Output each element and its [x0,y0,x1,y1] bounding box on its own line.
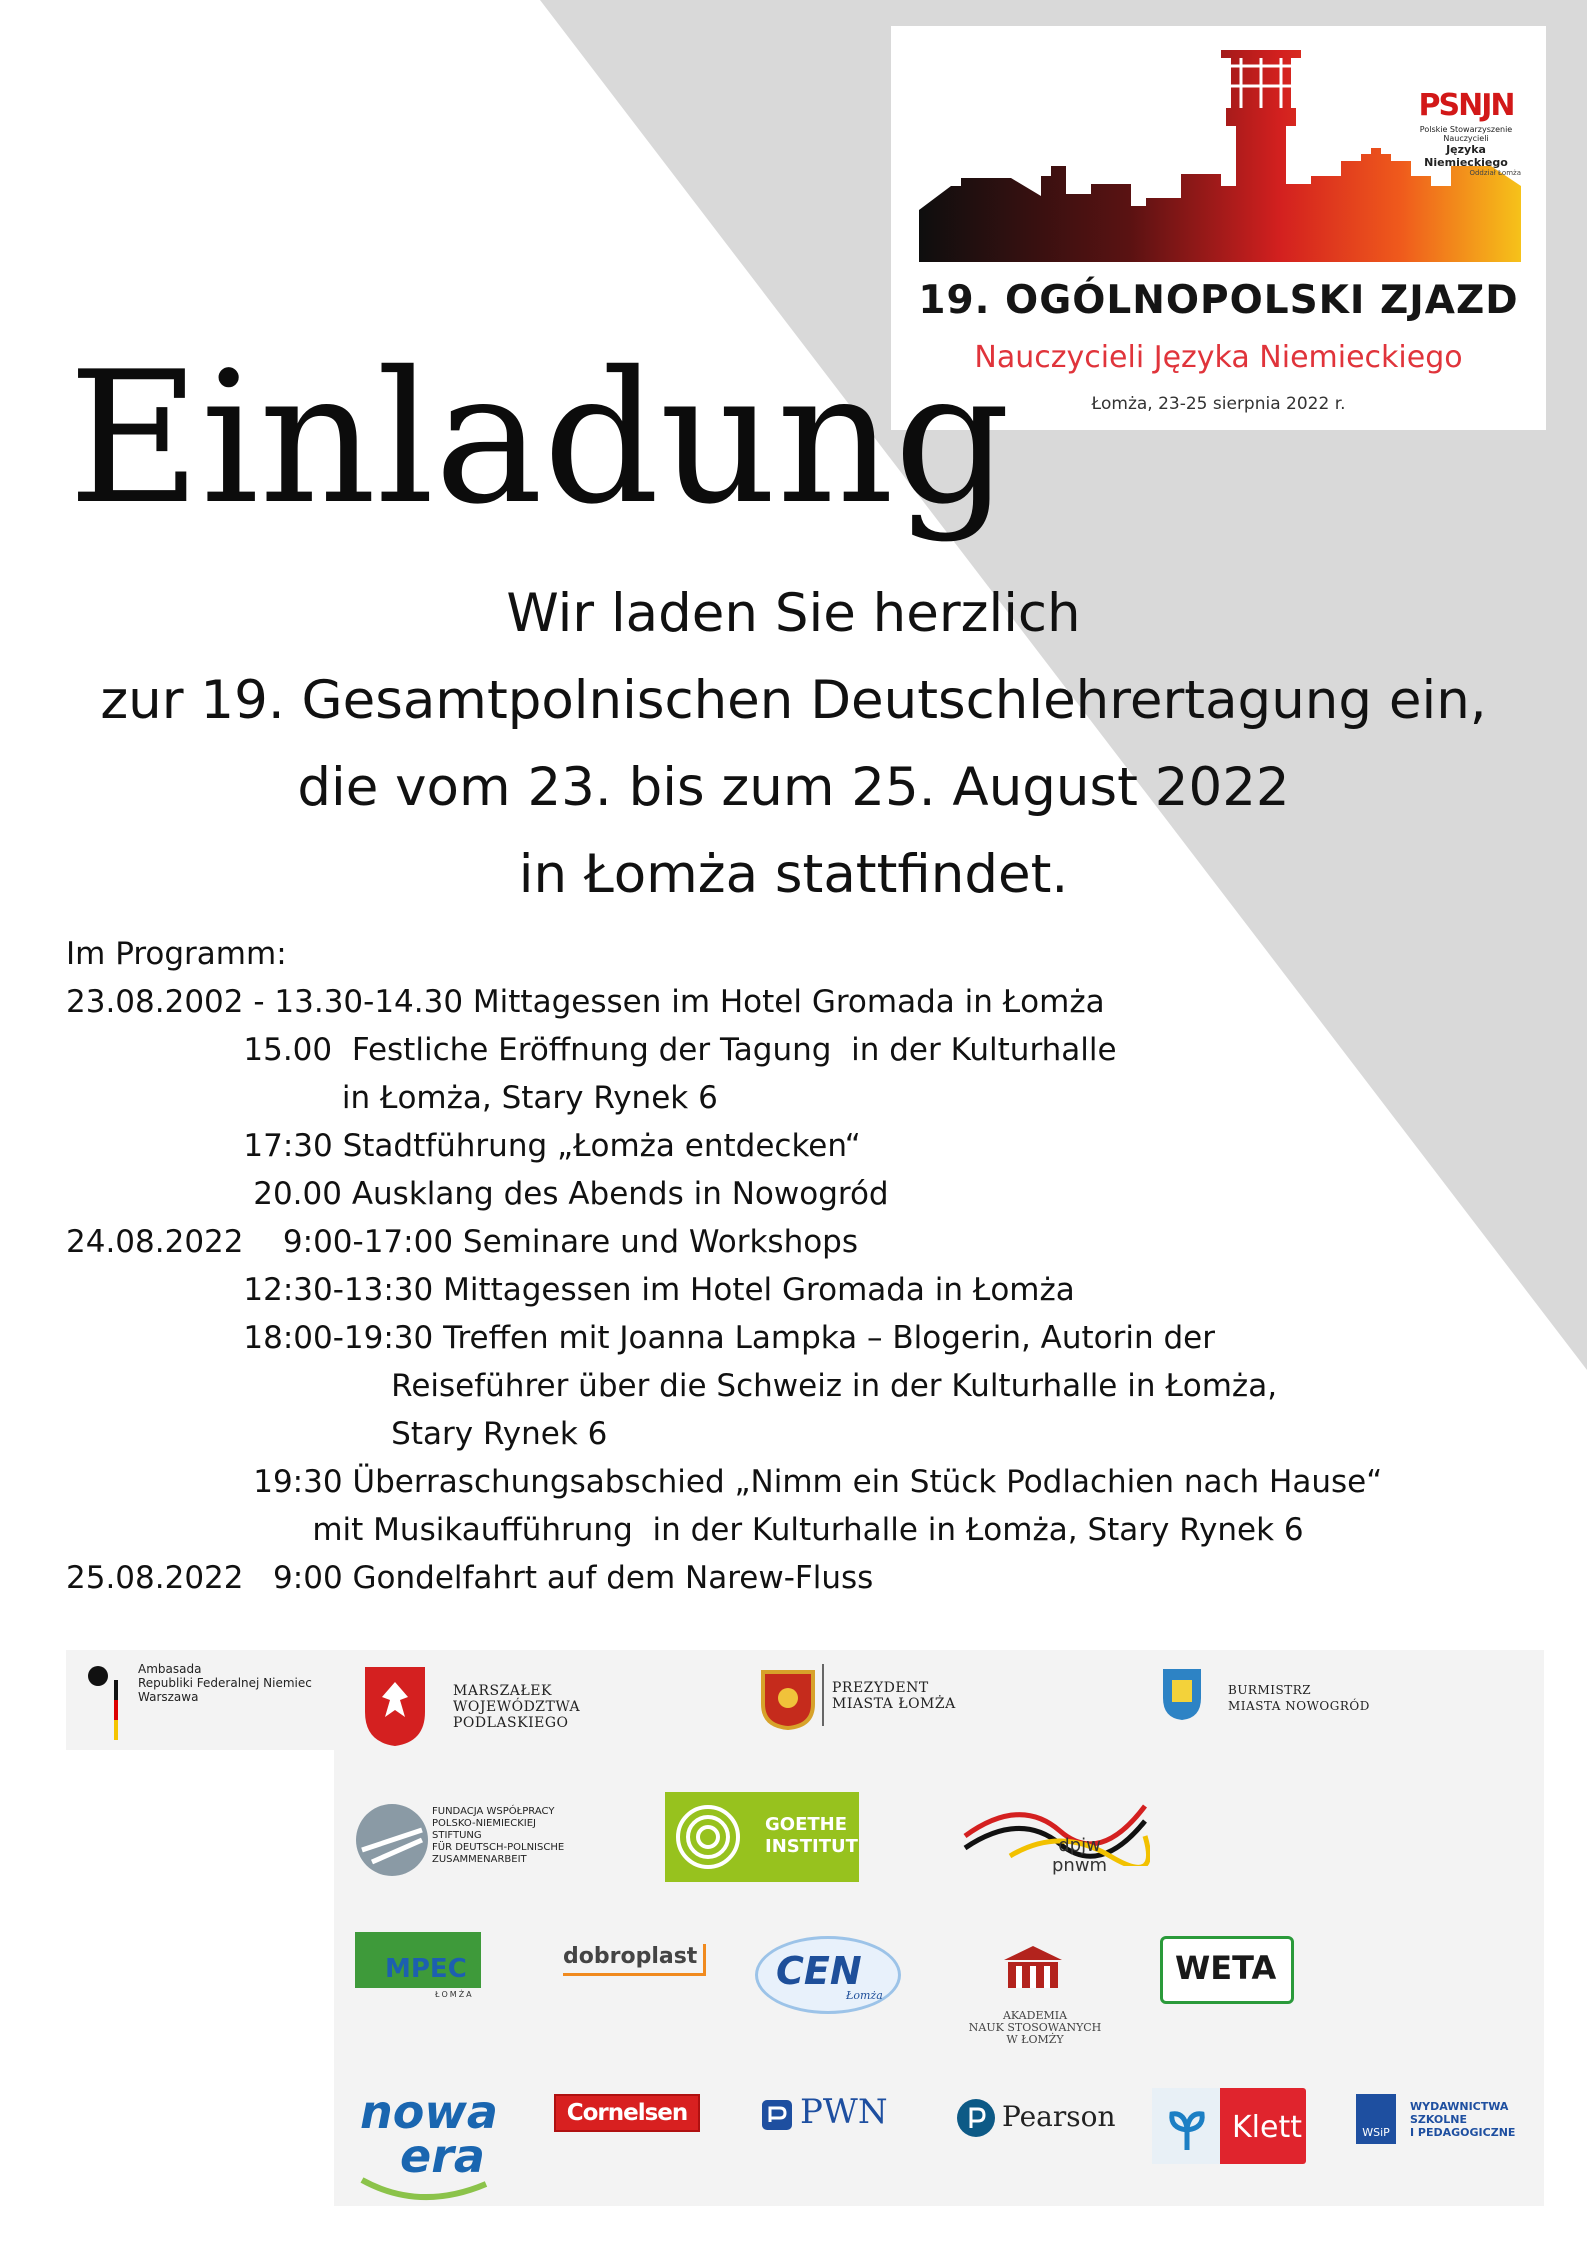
embassy-line: Warszawa [138,1690,199,1704]
wsip-mark-text: WSiP [1362,2126,1390,2139]
psnjn-mark: PSNJN [1418,88,1514,123]
fundacja-label [432,1806,564,1866]
marszalek-line: WOJEWÓDZTWA [453,1699,581,1715]
cen-sub: Łomża [846,1989,883,2002]
dobroplast-logo: dobroplast [563,1944,706,1976]
program-line: 25.08.2022 9:00 Gondelfahrt auf dem Narew-Fluss [66,1560,874,1596]
wsip-line: WYDAWNICTWA [1410,2100,1509,2113]
burmistrz-line: BURMISTRZ [1228,1683,1312,1697]
program-line: 24.08.2022 9:00-17:00 Seminare und Workshops [66,1224,859,1260]
program-list [66,930,1382,1602]
goethe-logo [665,1792,859,1882]
dpjw-label [1052,1836,1107,1876]
burmistrz-label [1228,1682,1370,1714]
akademia-line: W ŁOMŻY [1006,2033,1064,2046]
german-eagle-icon [84,1660,124,1740]
program-line: 23.08.2002 - 13.30-14.30 Mittagessen im Hotel Gromada in Łomża [66,984,1105,1020]
intro-line: Wir laden Sie herzlich [506,583,1081,644]
psnjn-logo [1411,88,1521,177]
akademia-building-icon [1000,1944,1066,1994]
goethe-line: INSTITUT [765,1836,858,1857]
mpec-logo [355,1932,481,1999]
program-line: Stary Rynek 6 [66,1416,608,1452]
akademia-line: NAUK STOSOWANYCH [968,2021,1102,2034]
page-title: Einladung [68,332,1011,544]
program-line: 12:30-13:30 Mittagessen im Hotel Gromada in Łomża [66,1272,1075,1308]
goethe-swirl-icon [673,1802,743,1872]
event-place-date: Łomża, 23-25 sierpnia 2022 r. [1091,394,1346,414]
fundacja-logo-icon [352,1800,432,1880]
embassy-line: Republiki Federalnej Niemiec [138,1676,312,1690]
nowa-era-logo [360,2085,498,2183]
akademia-line: AKADEMIA [1002,2009,1068,2022]
fundacja-line: FÜR DEUTSCH-POLNISCHE [432,1842,565,1853]
marszalek-line: PODLASKIEGO [453,1715,569,1731]
prezydent-line: PREZYDENT [832,1680,929,1696]
program-line: Reiseführer über die Schweiz in der Kulturhalle in Łomża, [66,1368,1278,1404]
fundacja-line: FUNDACJA WSPÓŁPRACY [432,1806,555,1817]
pwn-logo: PWN [800,2092,888,2132]
embassy-line: Ambasada [138,1662,202,1676]
wsip-line: SZKOLNE [1410,2113,1468,2126]
event-title: 19. OGÓLNOPOLSKI ZJAZD [918,278,1519,323]
podlaskie-coat-of-arms-icon [360,1662,430,1748]
psnjn-line2: Języka Niemieckiego [1424,143,1508,169]
wsip-line: I PEDAGOGICZNE [1410,2126,1516,2139]
cen-text: CEN [776,1949,862,1993]
intro-line: die vom 23. bis zum 25. August 2022 [297,757,1290,818]
weta-text: WETA [1175,1949,1277,1987]
klett-logo [1152,2088,1306,2164]
program-line: 20.00 Ausklang des Abends in Nowogród [66,1176,889,1212]
nowa-era-line: nowa [360,2085,498,2139]
burmistrz-line: MIASTA NOWOGRÓD [1228,1699,1370,1713]
event-subtitle: Nauczycieli Języka Niemieckiego [974,340,1463,375]
program-line: in Łomża, Stary Rynek 6 [66,1080,718,1116]
marszalek-line: MARSZAŁEK [453,1683,552,1699]
psnjn-line1: Polskie Stowarzyszenie Nauczycieli [1419,125,1513,143]
goethe-text [765,1814,858,1858]
program-line: 19:30 Überraschungsabschied „Nimm ein Stück Podlachien nach Hause“ [66,1464,1383,1500]
intro-line: in Łomża stattfindet. [518,844,1069,905]
dpjw-line: pnwm [1052,1855,1108,1876]
program-heading: Im Programm: [66,936,287,972]
fundacja-line: STIFTUNG [432,1830,482,1841]
prezydent-label [832,1680,956,1712]
akademia-label [950,2010,1120,2046]
program-line: 15.00 Festliche Eröffnung der Tagung in der Kulturhalle [66,1032,1117,1068]
klett-text: Klett [1232,2110,1302,2145]
invitation-text [0,570,1587,918]
dpjw-line: dpjw [1058,1835,1101,1856]
nowogrod-coat-of-arms-icon [1160,1666,1204,1722]
nowa-era-swoosh-icon [360,2176,490,2206]
fundacja-line: ZUSAMMENARBEIT [432,1854,527,1865]
psnjn-line3: Oddział Łomża [1469,169,1521,177]
fundacja-line: POLSKO-NIEMIECKIEJ [432,1818,536,1829]
cen-logo [755,1936,901,2014]
pearson-logo: Pearson [1002,2100,1116,2133]
pwn-icon [760,2098,794,2132]
wsip-label [1410,2100,1515,2139]
wsip-mark [1356,2094,1396,2144]
nowa-era-line: era [400,2129,485,2183]
prezydent-line: MIASTA ŁOMŻA [832,1696,956,1712]
mpec-text: MPEC [385,1954,467,1984]
pearson-icon [956,2098,996,2138]
weta-logo [1160,1936,1294,2004]
program-line: 18:00-19:30 Treffen mit Joanna Lampka – Blogerin, Autorin der [66,1320,1215,1356]
intro-line: zur 19. Gesamtpolnischen Deutschlehrertagung ein, [100,670,1487,731]
lomza-coat-of-arms-icon [758,1664,818,1730]
embassy-label [138,1662,312,1704]
program-line: 17:30 Stadtführung „Łomża entdecken“ [66,1128,861,1164]
goethe-line: GOETHE [765,1814,848,1835]
klett-clover-icon [1160,2100,1214,2154]
marszalek-label [453,1683,580,1731]
divider [822,1664,824,1726]
mpec-sub: ŁOMŻA [435,1990,474,1999]
cornelsen-logo: Cornelsen [554,2094,700,2132]
program-line: mit Musikaufführung in der Kulturhalle in Łomża, Stary Rynek 6 [66,1512,1304,1548]
